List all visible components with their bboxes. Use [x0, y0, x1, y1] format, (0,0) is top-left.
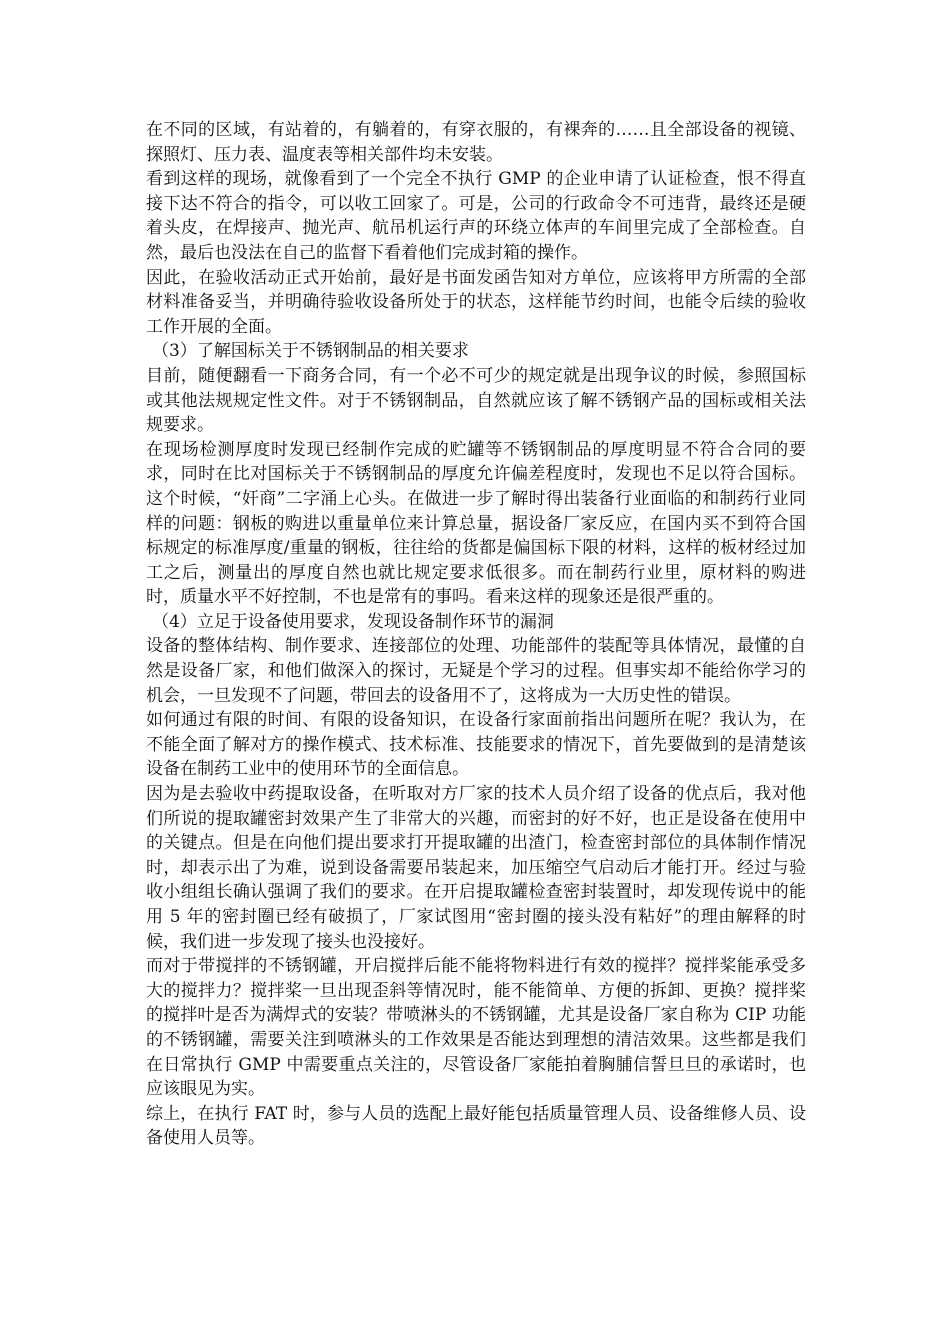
paragraph-equipment-structure: 设备的整体结构、制作要求、连接部位的处理、功能部件的装配等具体情况，最懂的自然是设备厂家，和他们做深入的探讨，无疑是个学习的过程。但事实却不能给你学习的机会，一旦发现不了问题，带回去的设备用不了，这将成为一大历史性的错误。 [146, 636, 806, 706]
paragraph-advance-notice: 因此，在验收活动正式开始前，最好是书面发函告知对方单位，应该将甲方所需的全部材料准备妥当，并明确待验收设备所处于的状态，这样能节约时间，也能令后续的验收工作开展的全面。 [146, 267, 806, 337]
paragraph-summary: 综上，在执行 FAT 时，参与人员的选配上最好能包括质量管理人员、设备维修人员、设备使用人员等。 [146, 1103, 806, 1149]
paragraph-agitator-tank: 而对于带搅拌的不锈钢罐，开启搅拌后能不能将物料进行有效的搅拌？搅拌桨能承受多大的搅拌力？搅拌桨一旦出现歪斜等情况时，能不能简单、方便的拆卸、更换？搅拌桨的搅拌叶是否为满焊式的安装？带喷淋头的不锈钢罐，尤其是设备厂家自称为 CIP 功能的不锈钢罐，需要关注到喷淋头的工作效果是否能达到理想的清洁效果。这些都是我们在日常执行 GMP 中需要重点关注的，尽管设备厂家能拍着胸脯信誓旦旦的承诺时，也应该眼见为实。 [146, 956, 806, 1100]
paragraph-site-inspection: 看到这样的现场，就像看到了一个完全不执行 GMP 的企业申请了认证检查，恨不得直接下达不符合的指令，可以收工回家了。可是，公司的行政命令不可违背，最终还是硬着头皮，在焊接声、抛光声、航吊机运行声的环绕立体声的车间里完成了全部检查。自然，最后也没法在自己的监督下看着他们完成封箱的操作。 [146, 169, 806, 263]
paragraph-thickness-check: 在现场检测厚度时发现已经制作完成的贮罐等不锈钢制品的厚度明显不符合合同的要求，同时在比对国标关于不锈钢制品的厚度允许偏差程度时，发现也不足以符合国标。这个时候，“奸商”二字涌上心头。在做进一步了解时得出装备行业面临的和制药行业同样的问题：钢板的购进以重量单位来计算总量，据设备厂家反应，在国内买不到符合国标规定的标准厚度/重量的钢板，往往给的货都是偏国标下限的材料，这样的板材经过加工之后，测量出的厚度自然也就比规定要求低很多。而在制药行业里，原材料的购进时，质量水平不好控制，不也是常有的事吗。看来这样的现象还是很严重的。 [146, 439, 806, 608]
paragraph-contract-standards: 目前，随便翻看一下商务合同，有一个必不可少的规定就是出现争议的时候，参照国标或其他法规规定性文件。对于不锈钢制品，自然就应该了解不锈钢产品的国标或相关法规要求。 [146, 365, 806, 436]
paragraph-equipment-state: 在不同的区域，有站着的，有躺着的，有穿衣服的，有裸奔的……且全部设备的视镜、探照灯、压力表、温度表等相关部件均未安装。 [146, 120, 806, 165]
section-heading-4: （4）立足于设备使用要求，发现设备制作环节的漏洞 [152, 611, 554, 632]
paragraph-extraction-tank-seal: 因为是去验收中药提取设备，在听取对方厂家的技术人员介绍了设备的优点后，我对他们所说的提取罐密封效果产生了非常大的兴趣，而密封的好不好，也正是设备在使用中的关键点。但是在向他们提出要求打开提取罐的出渣门，检查密封部位的具体制作情况时，却表示出了为难，说到设备需要吊装起来，加压缩空气启动后才能打开。经过与验收小组组长确认强调了我们的要求。在开启提取罐检查密封装置时，却发现传说中的能用 5 年的密封圈已经有破损了，厂家试图用“密封圈的接头没有粘好”的理由解释的时候，我们进一步发现了接头也没接好。 [146, 784, 806, 952]
paragraph-limited-knowledge: 如何通过有限的时间、有限的设备知识，在设备行家面前指出问题所在呢？我认为，在不能全面了解对方的操作模式、技术标准、技能要求的情况下，首先要做到的是清楚该设备在制药工业中的使用环节的全面信息。 [146, 710, 806, 780]
document-page [146, 118, 806, 1151]
section-heading-3: （3）了解国标关于不锈钢制品的相关要求 [152, 341, 469, 362]
